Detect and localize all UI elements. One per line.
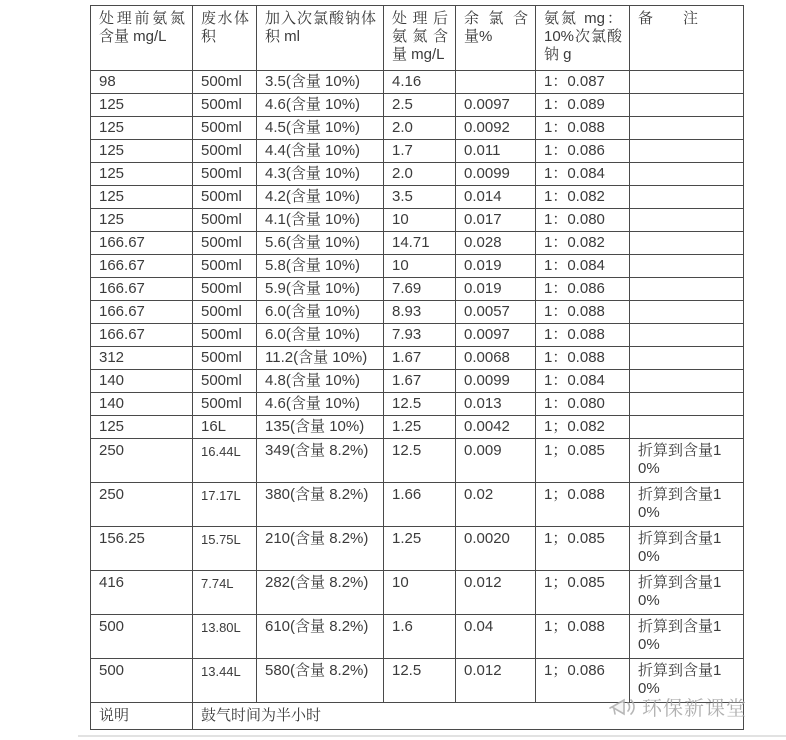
cell: 0.0099 (456, 163, 536, 186)
cell: 5.6(含量 10%) (257, 232, 384, 255)
cell (630, 71, 744, 94)
cell: 500ml (193, 117, 257, 140)
cell: 250 (91, 483, 193, 527)
cell (630, 301, 744, 324)
column-header: 废水体积 (193, 6, 257, 71)
cell: 0.012 (456, 659, 536, 703)
cell: 312 (91, 347, 193, 370)
cell: 500ml (193, 140, 257, 163)
table-row (91, 117, 744, 140)
data-table (90, 5, 744, 730)
cell: 折算到含量10% (630, 439, 744, 483)
table-row (91, 615, 744, 659)
table-row (91, 278, 744, 301)
cell (630, 209, 744, 232)
cell: 13.44L (193, 659, 257, 703)
cell: 4.1(含量 10%) (257, 209, 384, 232)
cell: 1：0.088 (536, 117, 630, 140)
cell (630, 324, 744, 347)
cell: 1：0.088 (536, 347, 630, 370)
cell: 3.5(含量 10%) (257, 71, 384, 94)
cell: 1：0.086 (536, 278, 630, 301)
cell: 500ml (193, 301, 257, 324)
cell: 7.93 (384, 324, 456, 347)
cell (456, 71, 536, 94)
cell: 500 (91, 615, 193, 659)
header-row (91, 6, 744, 71)
cell: 0.04 (456, 615, 536, 659)
column-header: 加入次氯酸钠体积 ml (257, 6, 384, 71)
cell: 4.8(含量 10%) (257, 370, 384, 393)
cell: 1：0.088 (536, 301, 630, 324)
watermark-label: 环保新课堂 (642, 698, 747, 720)
cell: 14.71 (384, 232, 456, 255)
cell: 0.0057 (456, 301, 536, 324)
cell: 1：0.089 (536, 94, 630, 117)
cell: 166.67 (91, 232, 193, 255)
cell: 0.019 (456, 278, 536, 301)
cell: 0.0042 (456, 416, 536, 439)
cell: 125 (91, 117, 193, 140)
table-row (91, 71, 744, 94)
cell: 500ml (193, 163, 257, 186)
cell: 0.019 (456, 255, 536, 278)
cell: 140 (91, 393, 193, 416)
cell: 135(含量 10%) (257, 416, 384, 439)
cell: 2.0 (384, 163, 456, 186)
cell: 8.93 (384, 301, 456, 324)
cell: 1；0.088 (536, 483, 630, 527)
cell: 折算到含量10% (630, 483, 744, 527)
cell: 1：0.084 (536, 370, 630, 393)
table-row (91, 416, 744, 439)
cell (630, 255, 744, 278)
cell: 125 (91, 163, 193, 186)
cell: 16L (193, 416, 257, 439)
cell: 0.013 (456, 393, 536, 416)
cell: 500ml (193, 232, 257, 255)
cell (630, 117, 744, 140)
cell: 4.16 (384, 71, 456, 94)
cell: 500ml (193, 186, 257, 209)
cell: 0.0020 (456, 527, 536, 571)
column-header: 余氯含量% (456, 6, 536, 71)
cell: 0.0068 (456, 347, 536, 370)
cell: 0.0099 (456, 370, 536, 393)
cell: 1；0.085 (536, 571, 630, 615)
cell: 166.67 (91, 255, 193, 278)
cell: 0.028 (456, 232, 536, 255)
cell: 15.75L (193, 527, 257, 571)
cell (630, 232, 744, 255)
cell: 500ml (193, 347, 257, 370)
cell: 416 (91, 571, 193, 615)
table-row (91, 232, 744, 255)
table-row (91, 324, 744, 347)
cell: 1：0.082 (536, 232, 630, 255)
megaphone-icon (608, 695, 638, 719)
cell: 156.25 (91, 527, 193, 571)
cell (630, 416, 744, 439)
footer-note: 鼓气时间为半小时 (193, 703, 744, 730)
cell: 12.5 (384, 659, 456, 703)
column-header: 处理后氨氮含量 mg/L (384, 6, 456, 71)
cell: 0.0092 (456, 117, 536, 140)
cell: 10 (384, 255, 456, 278)
cell: 0.012 (456, 571, 536, 615)
cell: 1：0.082 (536, 186, 630, 209)
cell: 0.0097 (456, 324, 536, 347)
table-row (91, 255, 744, 278)
cell: 125 (91, 416, 193, 439)
cell: 折算到含量10% (630, 659, 744, 703)
cell (630, 163, 744, 186)
cell: 500ml (193, 209, 257, 232)
cell: 10 (384, 571, 456, 615)
cell: 7.74L (193, 571, 257, 615)
cell (630, 278, 744, 301)
table-row (91, 163, 744, 186)
watermark (608, 692, 747, 721)
cell: 4.2(含量 10%) (257, 186, 384, 209)
table-row (91, 483, 744, 527)
cell: 折算到含量10% (630, 571, 744, 615)
footer-label: 说明 (91, 703, 193, 730)
cell: 1.67 (384, 370, 456, 393)
cell: 1.67 (384, 347, 456, 370)
cell: 折算到含量10% (630, 615, 744, 659)
table-row (91, 186, 744, 209)
cell: 500ml (193, 324, 257, 347)
cell: 4.6(含量 10%) (257, 94, 384, 117)
table-row (91, 393, 744, 416)
cell: 4.6(含量 10%) (257, 393, 384, 416)
cell: 125 (91, 140, 193, 163)
column-header: 处理前氨氮含量 mg/L (91, 6, 193, 71)
cell: 1；0.085 (536, 527, 630, 571)
cell: 17.17L (193, 483, 257, 527)
cell: 210(含量 8.2%) (257, 527, 384, 571)
cell (630, 393, 744, 416)
cell (630, 186, 744, 209)
cell: 1：0.084 (536, 163, 630, 186)
cell: 282(含量 8.2%) (257, 571, 384, 615)
cell: 1.66 (384, 483, 456, 527)
cell: 500 (91, 659, 193, 703)
cell: 11.2(含量 10%) (257, 347, 384, 370)
cell: 4.4(含量 10%) (257, 140, 384, 163)
cell: 2.5 (384, 94, 456, 117)
table-row (91, 94, 744, 117)
cell: 0.017 (456, 209, 536, 232)
cell: 10 (384, 209, 456, 232)
cell: 1；0.088 (536, 615, 630, 659)
cell: 1；0.082 (536, 416, 630, 439)
cell: 2.0 (384, 117, 456, 140)
cell: 500ml (193, 94, 257, 117)
cell: 6.0(含量 10%) (257, 301, 384, 324)
cell: 1：0.087 (536, 71, 630, 94)
cell (630, 140, 744, 163)
table-row (91, 571, 744, 615)
cell: 12.5 (384, 393, 456, 416)
cell: 500ml (193, 370, 257, 393)
cell: 0.02 (456, 483, 536, 527)
cell: 1.6 (384, 615, 456, 659)
cell: 125 (91, 94, 193, 117)
cell: 1：0.080 (536, 209, 630, 232)
cell: 166.67 (91, 301, 193, 324)
cell: 610(含量 8.2%) (257, 615, 384, 659)
table-row (91, 370, 744, 393)
cell: 500ml (193, 255, 257, 278)
table-row (91, 527, 744, 571)
cell: 1.25 (384, 527, 456, 571)
cell: 1.7 (384, 140, 456, 163)
cell: 349(含量 8.2%) (257, 439, 384, 483)
table-header-row (91, 6, 744, 71)
cell: 166.67 (91, 278, 193, 301)
column-header: 氨氮 mg：10%次氯酸钠 g (536, 6, 630, 71)
cell: 16.44L (193, 439, 257, 483)
cell: 0.011 (456, 140, 536, 163)
cell: 1：0.086 (536, 140, 630, 163)
table-row (91, 347, 744, 370)
cell: 5.8(含量 10%) (257, 255, 384, 278)
table-body (91, 71, 744, 703)
cell: 1；0.086 (536, 659, 630, 703)
cell: 380(含量 8.2%) (257, 483, 384, 527)
cell: 1；0.085 (536, 439, 630, 483)
cell: 3.5 (384, 186, 456, 209)
table-row (91, 140, 744, 163)
cell: 500ml (193, 393, 257, 416)
cell: 0.0097 (456, 94, 536, 117)
cell (630, 370, 744, 393)
cell (630, 347, 744, 370)
cell: 1：0.080 (536, 393, 630, 416)
cell: 1：0.084 (536, 255, 630, 278)
cell: 140 (91, 370, 193, 393)
cell: 0.014 (456, 186, 536, 209)
bottom-divider (78, 735, 786, 737)
cell: 125 (91, 186, 193, 209)
table-row (91, 301, 744, 324)
cell: 0.009 (456, 439, 536, 483)
cell: 500ml (193, 71, 257, 94)
cell: 580(含量 8.2%) (257, 659, 384, 703)
cell: 4.5(含量 10%) (257, 117, 384, 140)
column-header: 备 注 (630, 6, 744, 71)
cell: 125 (91, 209, 193, 232)
table-row (91, 209, 744, 232)
cell: 1：0.088 (536, 324, 630, 347)
cell: 13.80L (193, 615, 257, 659)
cell: 5.9(含量 10%) (257, 278, 384, 301)
cell: 250 (91, 439, 193, 483)
cell (630, 94, 744, 117)
cell: 4.3(含量 10%) (257, 163, 384, 186)
cell: 1.25 (384, 416, 456, 439)
cell: 166.67 (91, 324, 193, 347)
cell: 500ml (193, 278, 257, 301)
cell: 折算到含量10% (630, 527, 744, 571)
cell: 6.0(含量 10%) (257, 324, 384, 347)
cell: 12.5 (384, 439, 456, 483)
cell: 7.69 (384, 278, 456, 301)
table-row (91, 439, 744, 483)
cell: 98 (91, 71, 193, 94)
